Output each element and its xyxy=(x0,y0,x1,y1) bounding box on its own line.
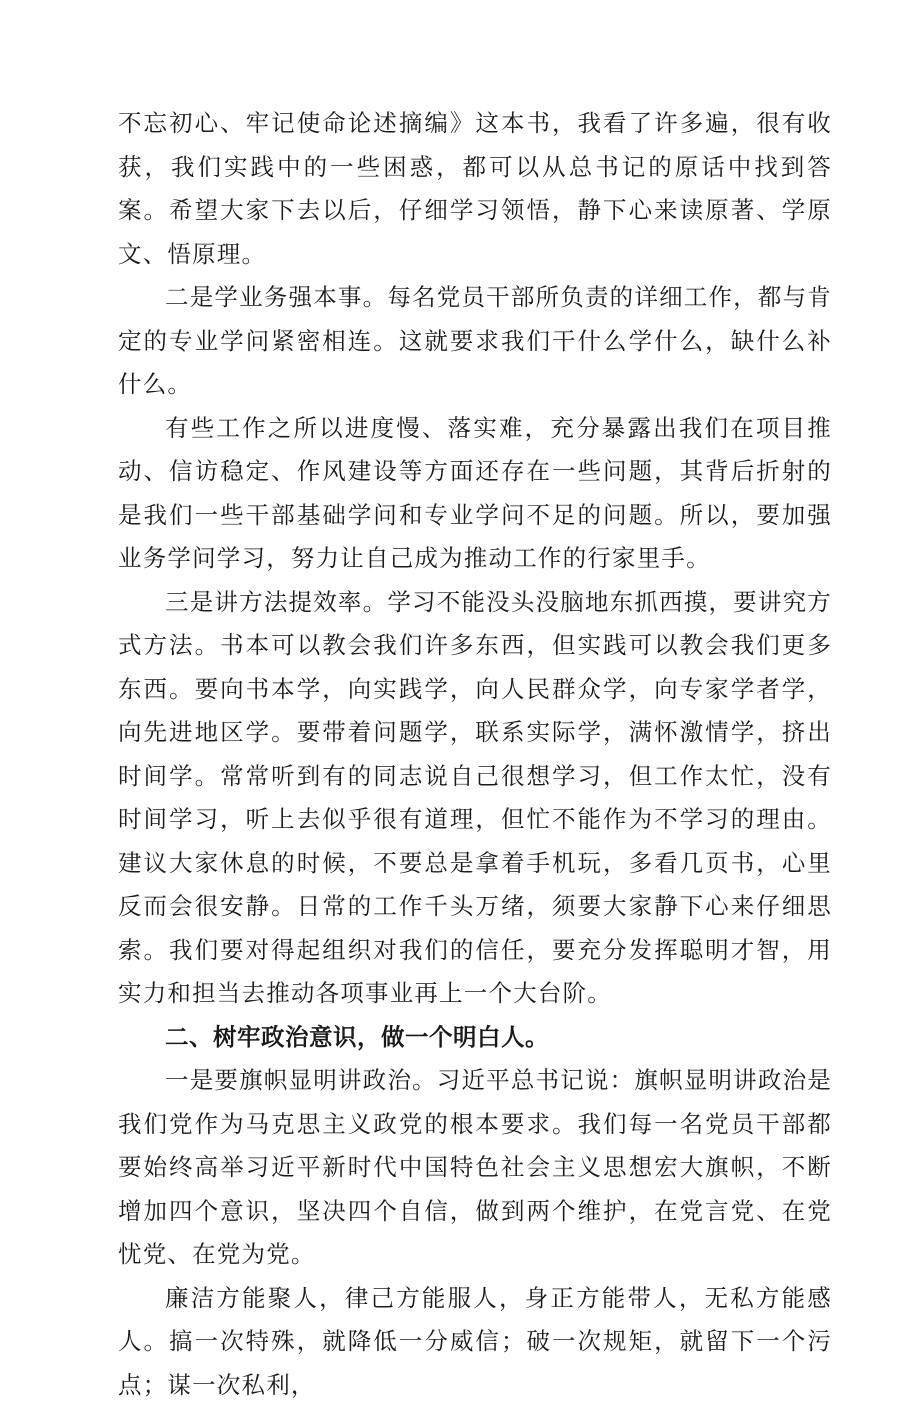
paragraph-methods: 三是讲方法提效率。学习不能没头没脑地东抓西摸，要讲究方式方法。书本可以教会我们许多东西，但实践可以教会我们更多东西。要向书本学，向实践学，向人民群众学，向专家学者学，向先进地区学。要带着问题学，联系实际学，满怀激情学，挤出时间学。常常听到有的同志说自己很想学习，但工作太忙，没有时间学习，听上去似乎很有道理，但忙不能作为不学习的理由。建议大家休息的时候，不要总是拿着手机玩，多看几页书，心里反而会很安静。日常的工作千头万绪，须要大家静下心来仔细思索。我们要对得起组织对我们的信任，要充分发挥聪明才智，用实力和担当去推动各项事业再上一个大台阶。 xyxy=(118,581,832,1016)
paragraph-integrity: 廉洁方能聚人，律己方能服人，身正方能带人，无私方能感人。搞一次特殊，就降低一分威信；破一次规矩，就留下一个污点；谋一次私利， xyxy=(118,1277,832,1407)
paragraph-work-progress: 有些工作之所以进度慢、落实难，充分暴露出我们在项目推动、信访稳定、作风建设等方面还存在一些问题，其背后折射的是我们一些干部基础学问和专业学问不足的问题。所以，要加强业务学问学习，努力让自己成为推动工作的行家里手。 xyxy=(118,407,832,581)
paragraph-continued: 不忘初心、牢记使命论述摘编》这本书，我看了许多遍，很有收获，我们实践中的一些困惑，都可以从总书记的原话中找到答案。希望大家下去以后，仔细学习领悟，静下心来读原著、学原文、悟原理。 xyxy=(118,102,832,276)
paragraph-politics: 一是要旗帜显明讲政治。习近平总书记说：旗帜显明讲政治是我们党作为马克思主义政党的根本要求。我们每一名党员干部都要始终高举习近平新时代中国特色社会主义思想宏大旗帜，不断增加四个意识，坚决四个自信，做到两个维护，在党言党、在党忧党、在党为党。 xyxy=(118,1059,832,1277)
paragraph-business-skill: 二是学业务强本事。每名党员干部所负责的详细工作，都与肯定的专业学问紧密相连。这就要求我们干什么学什么，缺什么补什么。 xyxy=(118,276,832,407)
section-heading: 二、树牢政治意识，做一个明白人。 xyxy=(118,1016,832,1060)
body-text xyxy=(118,102,832,1407)
